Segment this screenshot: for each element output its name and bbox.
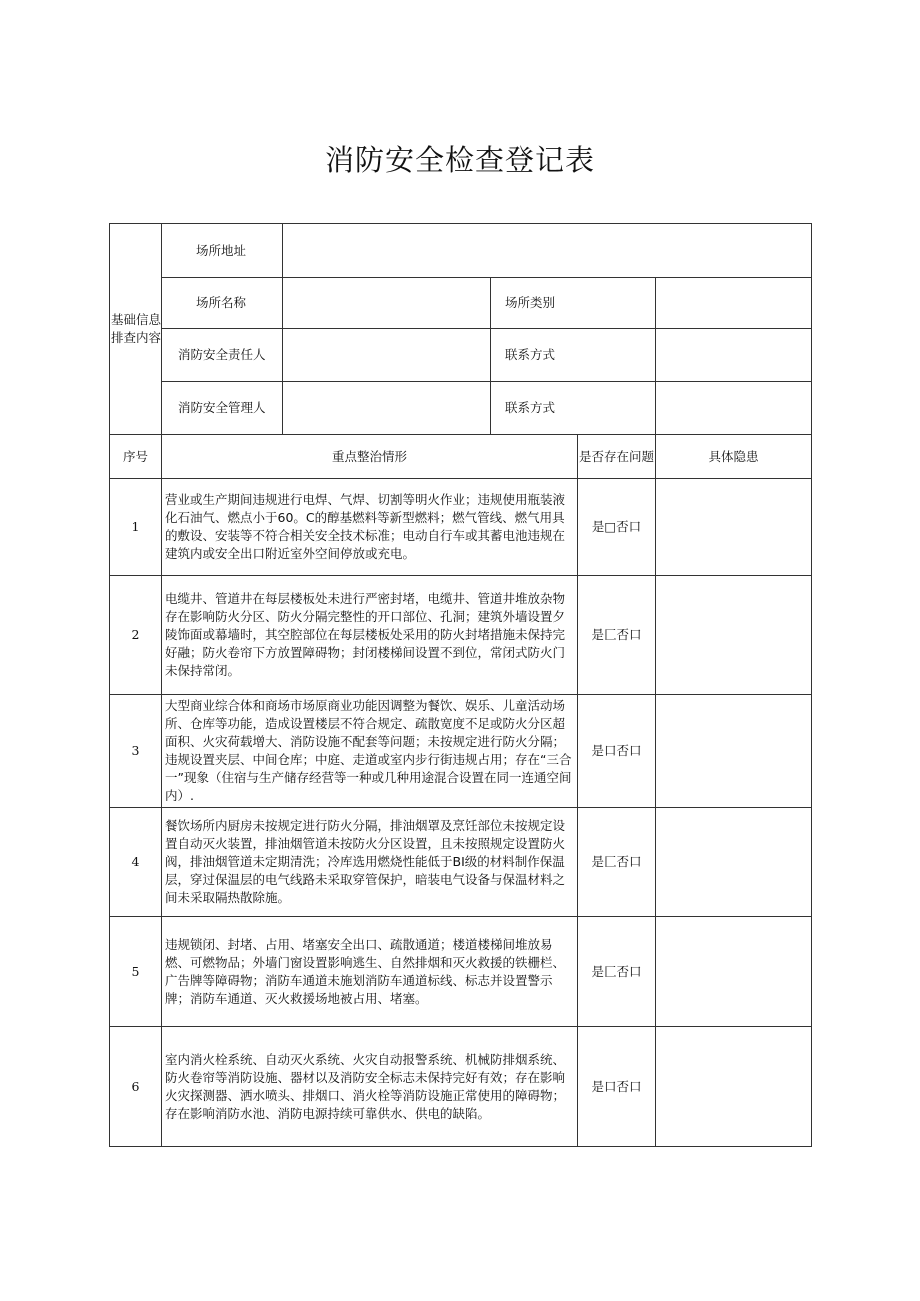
yes-no-checkbox[interactable]: 是口否口 xyxy=(578,695,656,808)
yes-no-checkbox[interactable]: 是匚否口 xyxy=(578,808,656,917)
row-number: 5 xyxy=(110,917,162,1027)
type-label: 场所类别 xyxy=(491,278,656,329)
row-number: 4 xyxy=(110,808,162,917)
header-detail: 具体隐患 xyxy=(656,435,812,479)
manager-value[interactable] xyxy=(283,382,491,435)
table-row xyxy=(110,695,812,808)
address-row xyxy=(110,224,812,278)
yes-no-checkbox[interactable]: 是匚否口 xyxy=(578,576,656,695)
table-row xyxy=(110,1027,812,1147)
header-seq: 序号 xyxy=(110,435,162,479)
page-title: 消防安全检查登记表 xyxy=(324,143,595,177)
responsible-label: 消防安全责任人 xyxy=(162,329,283,382)
manager-label: 消防安全管理人 xyxy=(162,382,283,435)
detail-cell[interactable] xyxy=(656,917,812,1027)
detail-cell[interactable] xyxy=(656,576,812,695)
row-description: 违规锁闭、封堵、占用、堵塞安全出口、疏散通道；楼道楼梯间堆放易燃、可燃物品；外墙门窗设置影响逃生、自然排烟和灭火救援的铁栅栏、广告牌等障碍物；消防车通道未施划消防车通道标线、标志并设置警示牌；消防车通道、灭火救援场地被占用、堵塞。 xyxy=(162,917,578,1027)
header-exists: 是否存在问题 xyxy=(578,435,656,479)
header-row xyxy=(110,435,812,479)
detail-cell[interactable] xyxy=(656,808,812,917)
yes-no-checkbox[interactable]: 是口否口 xyxy=(578,1027,656,1147)
address-value[interactable] xyxy=(283,224,812,278)
table-row xyxy=(110,808,812,917)
type-value[interactable] xyxy=(656,278,812,329)
table-row xyxy=(110,479,812,576)
responsible-contact-value[interactable] xyxy=(656,329,812,382)
row-number: 1 xyxy=(110,479,162,576)
yes-no-checkbox[interactable]: 是□否口 xyxy=(578,479,656,576)
manager-contact-value[interactable] xyxy=(656,382,812,435)
row-number: 3 xyxy=(110,695,162,808)
row-description: 电缆井、管道井在每层楼板处未进行严密封堵，电缆井、管道井堆放杂物存在影响防火分区、防火分隔完整性的开口部位、孔洞；建筑外墙设置夕陵饰面或幕墙时，其空腔部位在每层楼板处采用的防火封堵措施未保持完好融；防火卷帘下方放置障碍物；封闭楼梯间设置不到位，常闭式防火门未保持常闭。 xyxy=(162,576,578,695)
row-description: 大型商业综合体和商场市场原商业功能因调整为餐饮、娱乐、儿童活动场所、仓库等功能，造成设置楼层不符合规定、疏散宽度不足或防火分区超面积、火灾荷载增大、消防设施不配套等问题；未按规定进行防火分隔；违规设置夹层、中间仓库；中庭、走道或室内步行街违规占用；存在“三合一”现象（住宿与生产储存经营等一种或几种用途混合设置在同一连通空间内）. xyxy=(162,695,578,808)
address-label: 场所地址 xyxy=(162,224,283,278)
inspection-table xyxy=(109,223,812,1147)
yes-no-checkbox[interactable]: 是匚否口 xyxy=(578,917,656,1027)
name-label: 场所名称 xyxy=(162,278,283,329)
detail-cell[interactable] xyxy=(656,1027,812,1147)
row-description: 餐饮场所内厨房未按规定进行防火分隔，排油烟罩及烹饪部位未按规定设置自动灭火装置，排油烟管道未按防火分区设置，且未按照规定设置防火阀，排油烟管道未定期清洗；冷库选用燃烧性能低于BI级的材料制作保温层，穿过保温层的电气线路未采取穿管保护，暗装电气设备与保温材料之间未采取隔热散除施。 xyxy=(162,808,578,917)
manager-row xyxy=(110,382,812,435)
name-value[interactable] xyxy=(283,278,491,329)
table-row xyxy=(110,917,812,1027)
row-description: 室内消火栓系统、自动灭火系统、火灾自动报警系统、机械防排烟系统、防火卷帘等消防设施、器材以及消防安全标志未保持完好有效；存在影响火灾探测器、洒水喷头、排烟口、消火栓等消防设施正常使用的障碍物；存在影响消防水池、消防电源持续可靠供水、供电的缺陷。 xyxy=(162,1027,578,1147)
row-number: 2 xyxy=(110,576,162,695)
row-description: 营业或生产期间违规进行电焊、气焊、切割等明火作业；违规使用瓶装液化石油气、燃点小于60。C的醇基燃料等新型燃料；燃气管线、燃气用具的敷设、安装等不符合相关安全技术标准；电动自行车或其蓄电池违规在建筑内或安全出口附近室外空间停放或充电。 xyxy=(162,479,578,576)
responsible-contact-label: 联系方式 xyxy=(491,329,656,382)
name-row xyxy=(110,278,812,329)
responsible-value[interactable] xyxy=(283,329,491,382)
header-issue: 重点整治情形 xyxy=(162,435,578,479)
basic-info-section-label: 基础信息排查内容 xyxy=(110,224,162,435)
row-number: 6 xyxy=(110,1027,162,1147)
responsible-row xyxy=(110,329,812,382)
detail-cell[interactable] xyxy=(656,695,812,808)
manager-contact-label: 联系方式 xyxy=(491,382,656,435)
detail-cell[interactable] xyxy=(656,479,812,576)
table-row xyxy=(110,576,812,695)
